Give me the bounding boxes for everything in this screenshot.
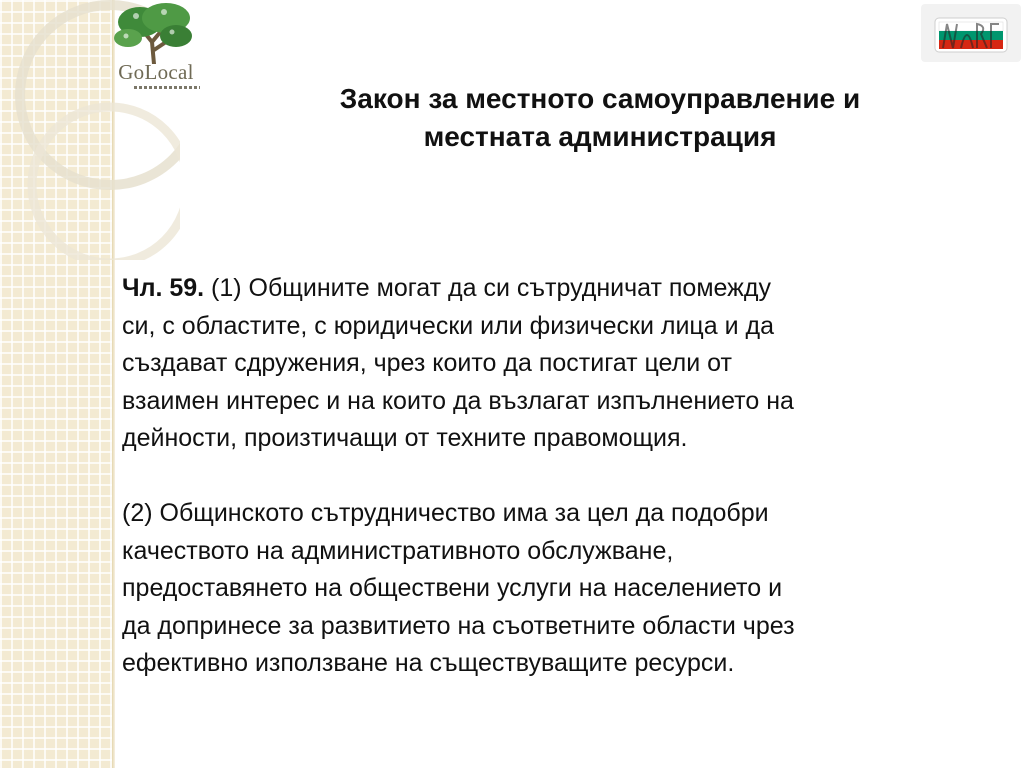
paragraph-1-line-2: си, с областите, с юридически или физически лица и да [122, 311, 774, 340]
article-text [122, 270, 982, 683]
paragraph-2-line-1: (2) Общинското сътрудничество има за цел да подобри [122, 499, 769, 527]
nsorb-logo [921, 4, 1021, 62]
paragraph-1-line-5: дейности, произтичащи от техните правомощия. [122, 424, 688, 452]
paragraph-1-line-3: създават сдружения, чрез които да постигат цели от [122, 349, 732, 377]
paragraph-1-line-1-text: (1) Общините могат да си сътрудничат помежду [204, 274, 771, 302]
paragraph-2-line-5: ефективно използване на съществуващите ресурси. [122, 649, 735, 677]
golocal-logo [106, 2, 206, 98]
paragraph-2 [122, 495, 982, 683]
golocal-logo-tagline [134, 86, 200, 89]
golocal-logo-text: GoLocal [118, 60, 194, 84]
nsorb-emblem-icon [921, 4, 1021, 62]
article-label: Чл. 59. [122, 274, 205, 302]
paragraph-2-line-4: да допринесе за развитието на съответните области чрез [122, 611, 795, 640]
title-line-2: местната администрация [423, 121, 777, 152]
paragraph-1 [122, 270, 982, 458]
paragraph-1-line-1 [122, 270, 982, 308]
paragraph-1-line-4: взаимен интерес и на които да възлагат изпълнението на [122, 386, 794, 415]
title-line-1: Закон за местното самоуправление и [339, 83, 861, 114]
slide-title [230, 80, 970, 156]
paragraph-2-line-3: предоставянето на обществени услуги на населението и [122, 574, 783, 602]
tree-icon [106, 2, 206, 64]
paragraph-2-line-2: качеството на административното обслужване, [122, 536, 674, 565]
